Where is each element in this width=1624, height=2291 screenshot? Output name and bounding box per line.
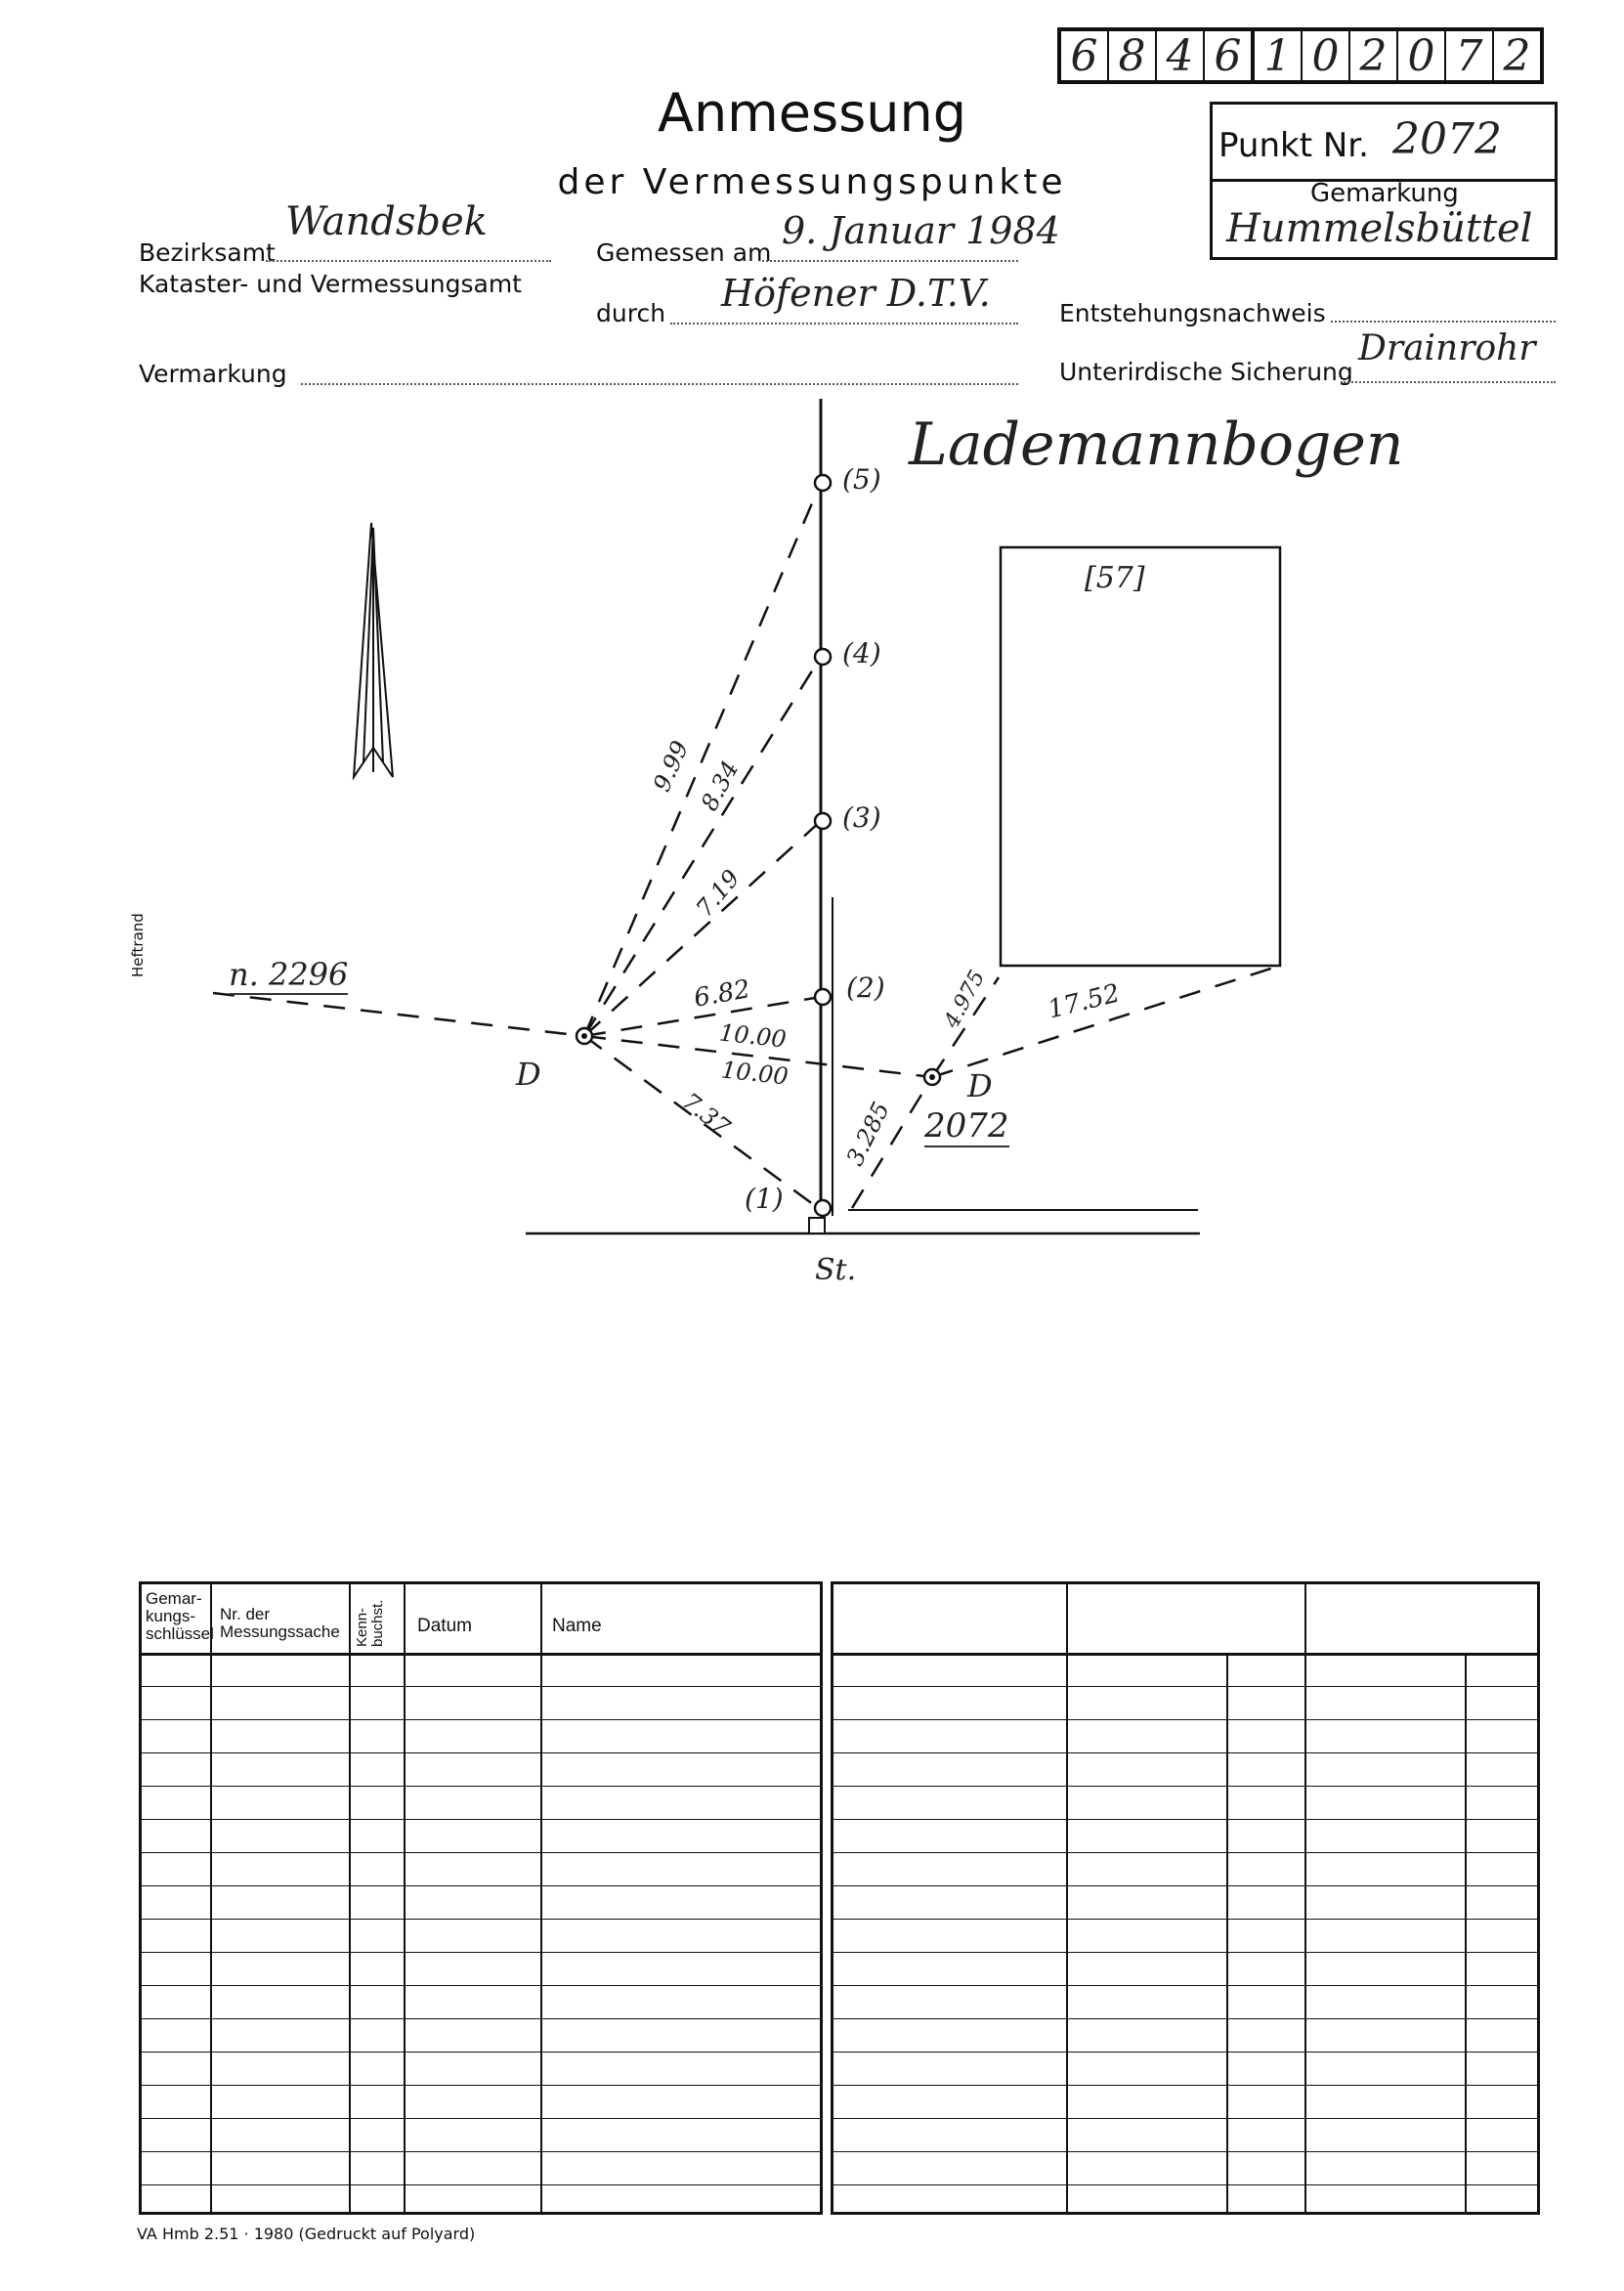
col-header-datum: Datum [417, 1616, 472, 1636]
bezirksamt-label: Bezirksamt [139, 238, 276, 267]
id-digit: 6 [1061, 31, 1109, 80]
point-center [929, 1074, 935, 1080]
form-subtitle: der Vermessungspunkte [557, 162, 1067, 202]
point-id-label: 2072 [924, 1106, 1009, 1146]
bezirksamt-value: Wandsbek [285, 199, 488, 244]
measure-value: 8.34 [695, 756, 745, 816]
measure-value: 10.00 [717, 1018, 788, 1054]
id-digit: 8 [1109, 31, 1157, 80]
stone-label: St. [815, 1253, 857, 1287]
point-center [581, 1033, 587, 1039]
building-outline [1001, 547, 1280, 966]
durch-label: durch [596, 299, 666, 327]
measure-value: 17.52 [1045, 978, 1123, 1025]
sicherung-value: Drainrohr [1358, 328, 1536, 368]
measure-value: 9.99 [648, 736, 695, 797]
sicherung-label: Unterirdische Sicherung [1059, 358, 1353, 386]
durch-value: Höfener D.T.V. [721, 272, 991, 315]
id-digit: 0 [1303, 31, 1350, 80]
punkt-label: Punkt Nr. [1218, 126, 1369, 165]
measure-value: 10.00 [719, 1056, 790, 1091]
street-name: Lademannbogen [909, 411, 1404, 479]
col-header-gemarkungsschluessel: Gemar- kungs- schlüssel [146, 1589, 214, 1643]
id-digit: 7 [1446, 31, 1494, 80]
id-digit: 2 [1503, 30, 1531, 81]
kataster-label: Kataster- und Vermessungsamt [139, 270, 522, 298]
form-footer: VA Hmb 2.51 · 1980 (Gedruckt auf Polyard) [137, 2225, 476, 2243]
gemessen-value: 9. Januar 1984 [782, 209, 1060, 252]
id-digit: 1 [1255, 31, 1303, 80]
gemarkung-value: Hummelsbüttel [1226, 206, 1533, 251]
id-digit: 2 [1350, 31, 1398, 80]
measure-value: 7.37 [677, 1087, 736, 1142]
measure-value: 6.82 [691, 974, 753, 1014]
north-arrow-icon [354, 523, 393, 777]
drain-mark: D [516, 1056, 541, 1093]
measure-value: 7.19 [690, 864, 746, 923]
vermarkung-label: Vermarkung [139, 360, 287, 388]
point-label: (3) [842, 801, 881, 834]
stone-marker-icon [809, 1218, 825, 1233]
gemarkung-label: Gemarkung [1310, 179, 1459, 208]
col-header-kennbuchst: Kenn-buchst. [354, 1599, 386, 1647]
point-label: (2) [846, 972, 885, 1004]
measure-value: 3.285 [840, 1097, 896, 1171]
col-header-name: Name [552, 1616, 602, 1636]
drain-mark: D [967, 1067, 993, 1104]
col-header-messungssache: Nr. der Messungssache [220, 1605, 340, 1641]
form-title: Anmessung [658, 82, 966, 144]
point-label: (1) [745, 1183, 784, 1215]
id-digit: 6 [1205, 31, 1255, 80]
measure-value: 4.975 [939, 966, 991, 1033]
reference-point: n. 2296 [229, 956, 349, 993]
point-label: (5) [842, 463, 881, 496]
point-label: (4) [842, 637, 881, 670]
id-digit: 4 [1157, 31, 1205, 80]
id-digit: 0 [1398, 31, 1446, 80]
building-label: [57] [1085, 561, 1145, 595]
records-table-right [831, 1581, 1540, 2215]
heftrand-label: Heftrand [129, 913, 147, 977]
gemessen-label: Gemessen am [596, 238, 772, 267]
records-table-left [139, 1581, 823, 2215]
entstehung-label: Entstehungsnachweis [1059, 299, 1326, 327]
punkt-value: 2072 [1392, 114, 1502, 164]
